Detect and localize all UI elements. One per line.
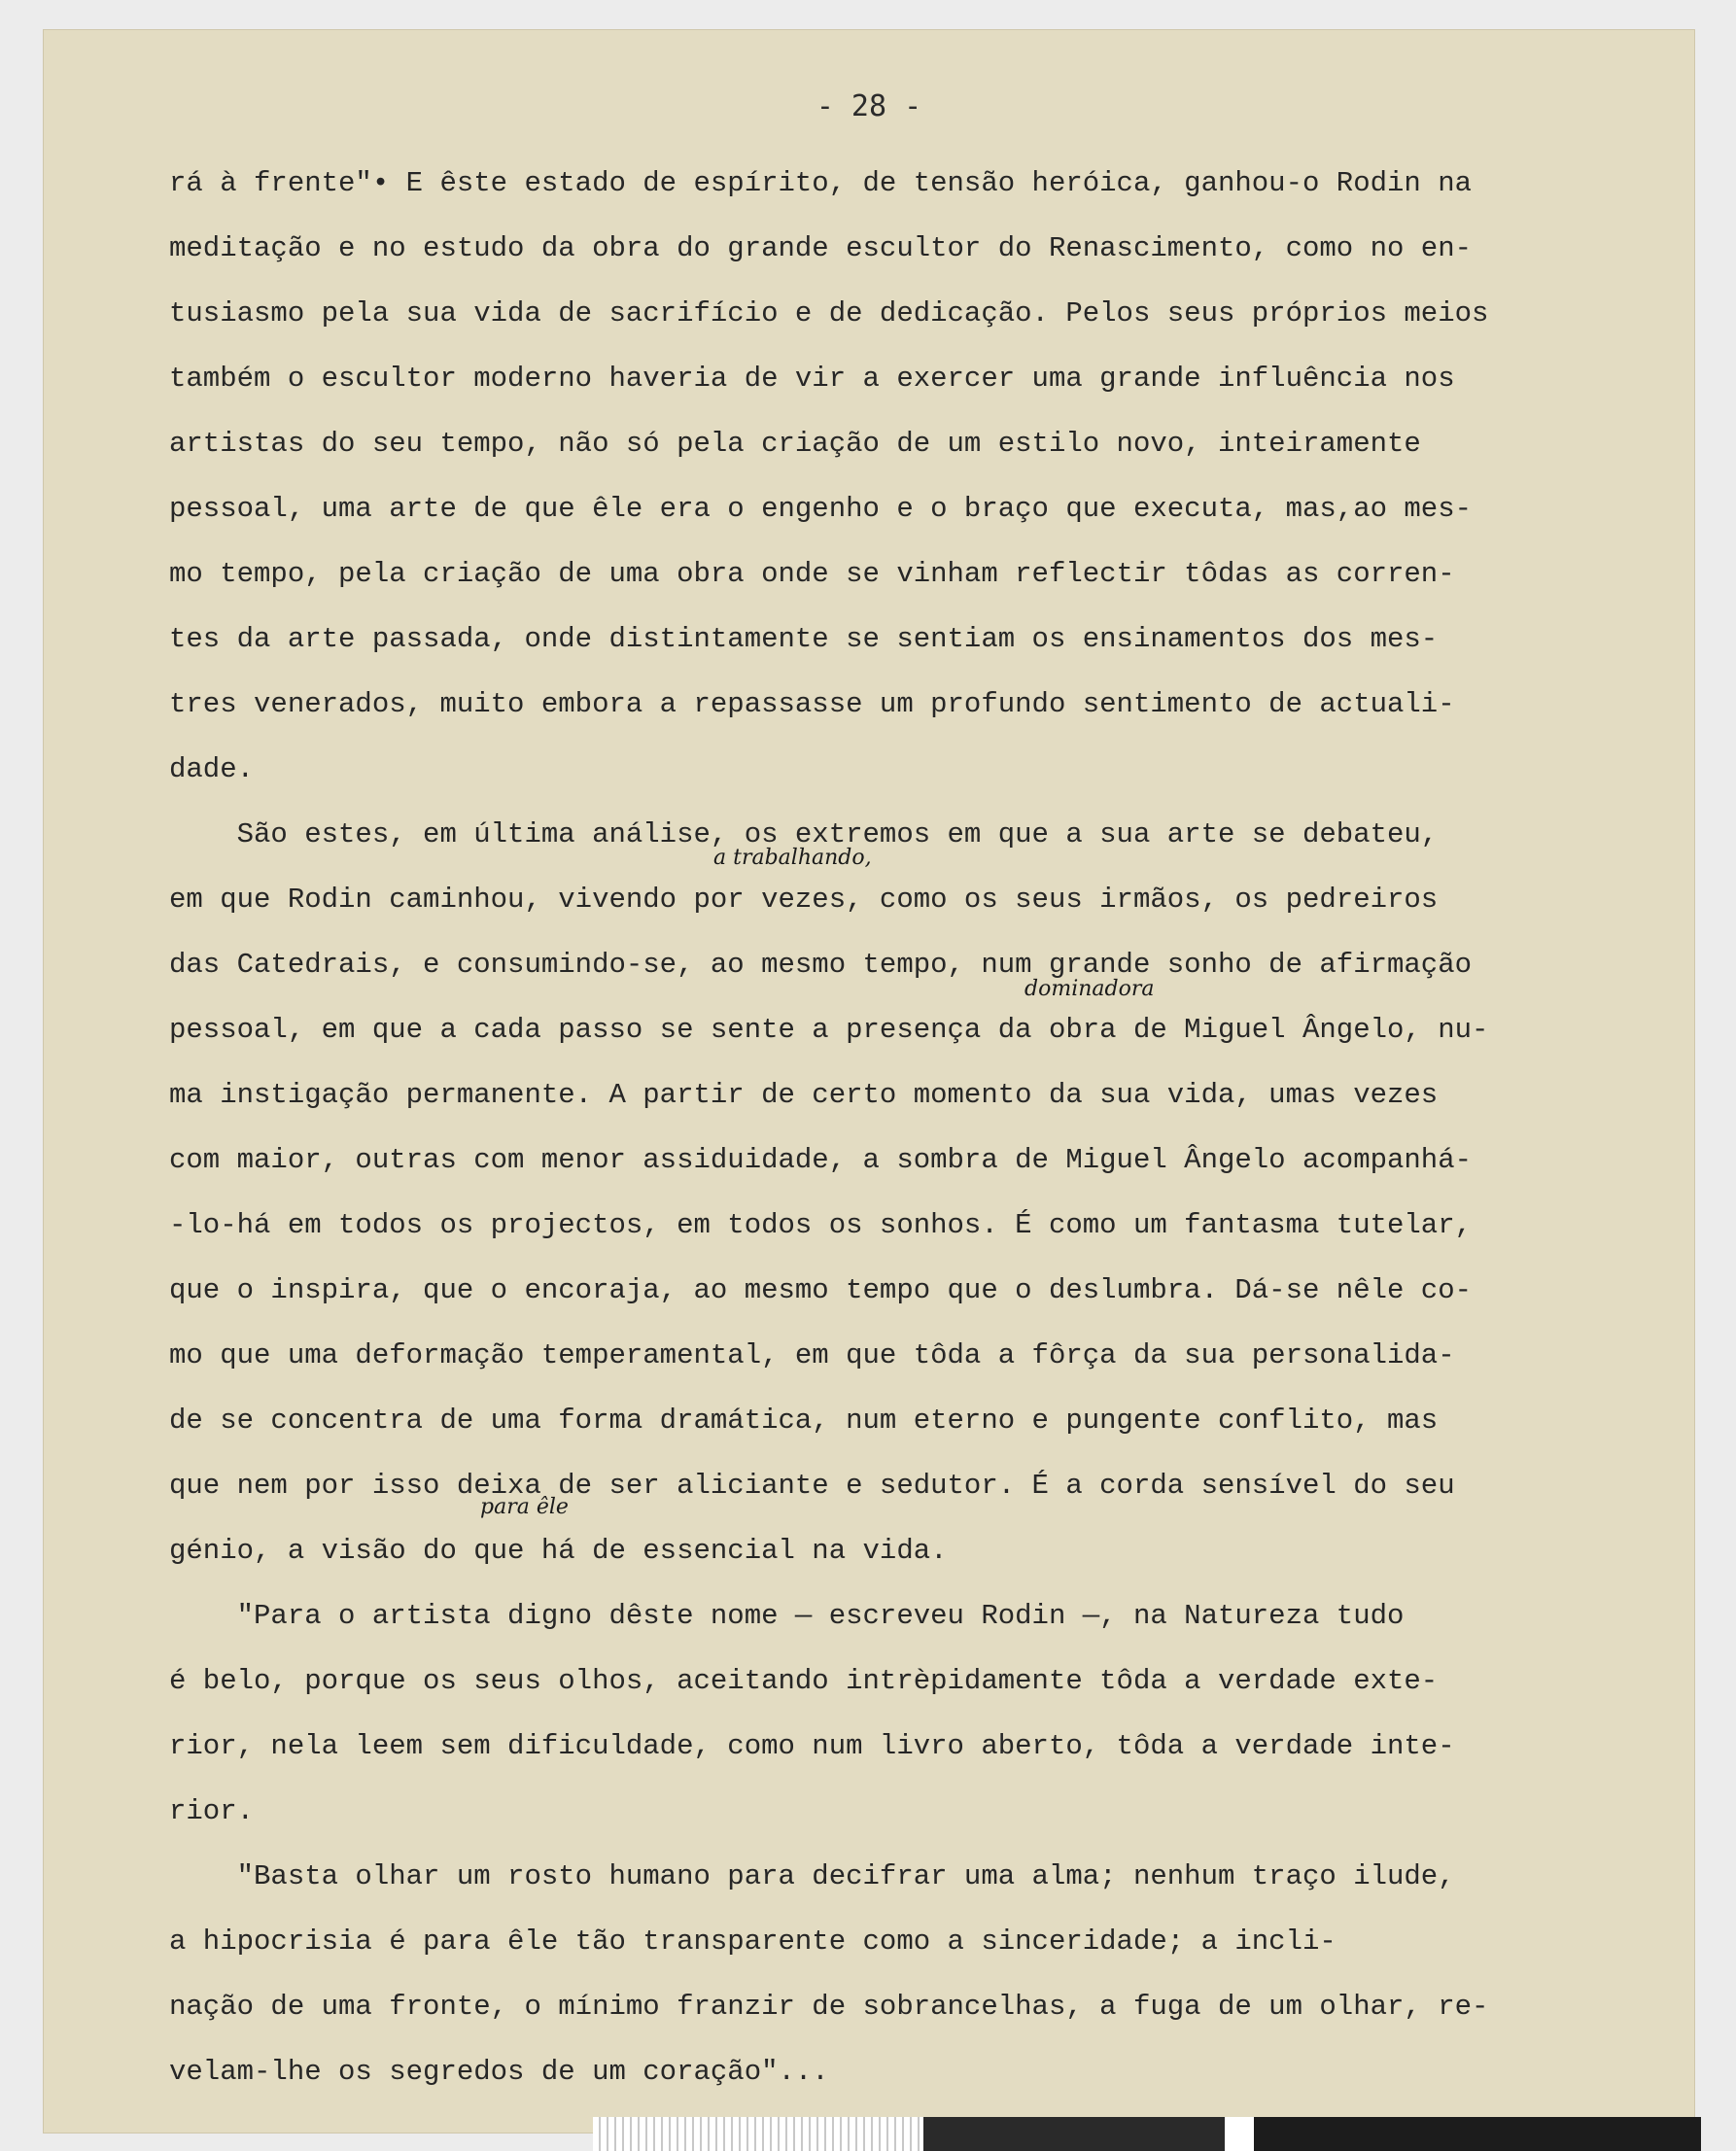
- gray-patch: [923, 2117, 1225, 2151]
- text-line: São estes, em última análise, os extremos em que a sua arte se debateu,: [169, 818, 1439, 850]
- text-line: pessoal, em que a cada passo se sente a presença da obra de Miguel Ângelo, nu-: [169, 1014, 1489, 1046]
- text-line: tusiasmo pela sua vida de sacrifício e de dedicação. Pelos seus próprios meios: [169, 297, 1489, 330]
- text-line: rior, nela leem sem dificuldade, como num livro aberto, tôda a verdade inte-: [169, 1730, 1455, 1762]
- text-line: com maior, outras com menor assiduidade, a sombra de Miguel Ângelo acompanhá-: [169, 1144, 1473, 1176]
- text-line: pessoal, uma arte de que êle era o engenho e o braço que executa, mas,ao mes-: [169, 493, 1473, 525]
- text-line: também o escultor moderno haveria de vir a exercer uma grande influência nos: [169, 363, 1455, 395]
- text-line: que o inspira, que o encoraja, ao mesmo tempo que o deslumbra. Dá-se nêle co-: [169, 1274, 1473, 1306]
- black-patch: [1254, 2117, 1701, 2151]
- text-line: mo que uma deformação temperamental, em que tôda a fôrça da sua personalida-: [169, 1339, 1455, 1371]
- text-line: génio, a visão do que há de essencial na vida.: [169, 1535, 948, 1567]
- text-line: "Para o artista digno dêste nome — escreveu Rodin —, na Natureza tudo: [169, 1600, 1405, 1632]
- text-line: meditação e no estudo da obra do grande escultor do Renascimento, como no en-: [169, 232, 1473, 264]
- text-line: artistas do seu tempo, não só pela criação de um estilo novo, inteiramente: [169, 428, 1421, 460]
- handwritten-annotation: para êle: [480, 1495, 569, 1519]
- ruler-ticks: [593, 2117, 923, 2151]
- text-line: em que Rodin caminhou, vivendo por vezes, como os seus irmãos, os pedreiros: [169, 884, 1439, 916]
- text-line: tres venerados, muito embora a repassasse um profundo sentimento de actuali-: [169, 688, 1455, 720]
- text-line: velam-lhe os segredos de um coração"...: [169, 2056, 829, 2088]
- handwritten-annotation: dominadora: [1024, 977, 1155, 1001]
- color-scale-bar: [593, 2117, 1701, 2151]
- page-number: - 28 -: [816, 89, 922, 123]
- text-line: dade.: [169, 753, 255, 785]
- text-line: rior.: [169, 1795, 255, 1827]
- text-line: a hipocrisia é para êle tão transparente como a sinceridade; a incli-: [169, 1925, 1337, 1958]
- text-line: rá à frente"• E êste estado de espírito, de tensão heróica, ganhou-o Rodin na: [169, 167, 1473, 199]
- text-line: é belo, porque os seus olhos, aceitando intrèpidamente tôda a verdade exte-: [169, 1665, 1439, 1697]
- text-line: "Basta olhar um rosto humano para decifrar uma alma; nenhum traço ilude,: [169, 1860, 1455, 1892]
- text-line: tes da arte passada, onde distintamente se sentiam os ensinamentos dos mes-: [169, 623, 1439, 655]
- text-line: mo tempo, pela criação de uma obra onde se vinham reflectir tôdas as corren-: [169, 558, 1455, 590]
- white-patch: [1225, 2117, 1254, 2151]
- text-line: das Catedrais, e consumindo-se, ao mesmo tempo, num grande sonho de afirmação: [169, 949, 1473, 981]
- text-line: de se concentra de uma forma dramática, num eterno e pungente conflito, mas: [169, 1405, 1439, 1437]
- text-line: ma instigação permanente. A partir de certo momento da sua vida, umas vezes: [169, 1079, 1439, 1111]
- text-line: que nem por isso deixa de ser aliciante e sedutor. É a corda sensível do seu: [169, 1470, 1455, 1502]
- document-page: [43, 29, 1695, 2134]
- handwritten-annotation: a trabalhando,: [713, 846, 872, 870]
- text-line: nação de uma fronte, o mínimo franzir de sobrancelhas, a fuga de um olhar, re-: [169, 1991, 1489, 2023]
- text-line: -lo-há em todos os projectos, em todos os sonhos. É como um fantasma tutelar,: [169, 1209, 1473, 1241]
- body-text: [169, 151, 1685, 2104]
